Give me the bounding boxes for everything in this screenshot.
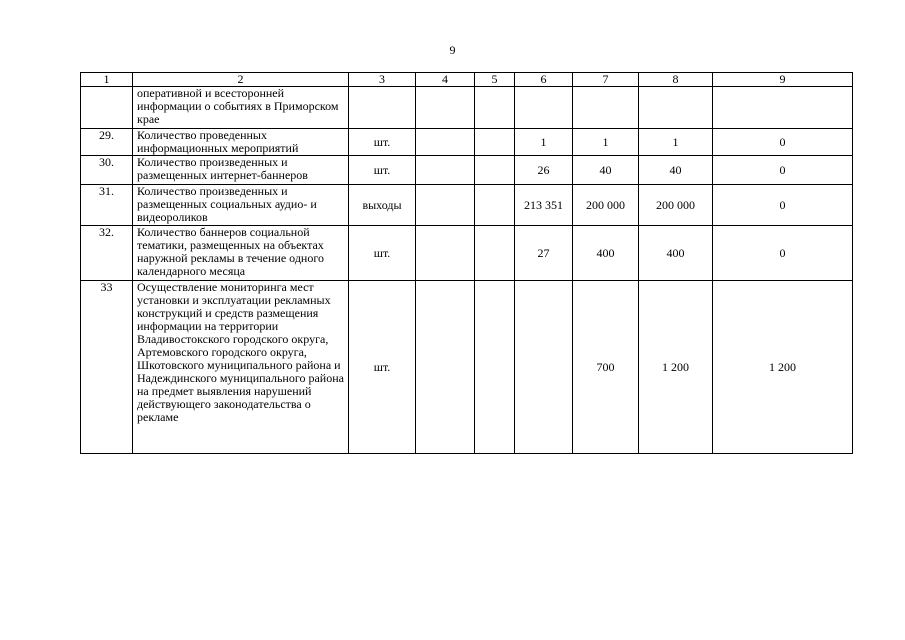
row-col4 [416,87,475,129]
table-row [81,185,853,226]
row-col6 [515,281,573,454]
table-row [81,156,853,185]
row-col8: 1 [639,129,713,156]
row-col9: 0 [713,156,853,185]
table-row [81,226,853,281]
row-number: 30. [81,156,133,185]
row-description: Количество проведенных информационных мероприятий [133,129,349,156]
row-unit [349,87,416,129]
page-number: 9 [449,43,456,57]
row-col4 [416,185,475,226]
row-col7: 400 [573,226,639,281]
row-col5 [475,281,515,454]
row-col4 [416,129,475,156]
row-col7: 1 [573,129,639,156]
row-col4 [416,226,475,281]
header-cell: 8 [639,73,713,87]
row-number [81,87,133,129]
row-unit: шт. [349,129,416,156]
row-col8 [639,87,713,129]
row-col4 [416,156,475,185]
row-description: Осуществление мониторинга мест установки и эксплуатации рекламных конструкций и средств размещения информации на территории Владивостокского городского округа, Артемовского городского округа, Шкотовского муниципального района и Надеждинского муниципального района на предмет выявления нарушений действующего законодательства о рекламе [133,281,349,454]
row-unit: шт. [349,281,416,454]
row-col6 [515,87,573,129]
row-number: 32. [81,226,133,281]
row-col7: 40 [573,156,639,185]
row-col5 [475,156,515,185]
row-col5 [475,129,515,156]
row-number: 33 [81,281,133,454]
row-col9 [713,87,853,129]
row-description: Количество баннеров социальной тематики, размещенных на объектах наружной рекламы в течение одного календарного месяца [133,226,349,281]
row-unit: шт. [349,156,416,185]
row-col8: 200 000 [639,185,713,226]
row-col6: 213 351 [515,185,573,226]
row-number: 31. [81,185,133,226]
table-row [81,87,853,129]
header-cell: 6 [515,73,573,87]
row-unit: выходы [349,185,416,226]
header-cell: 4 [416,73,475,87]
row-col5 [475,226,515,281]
row-col7: 200 000 [573,185,639,226]
row-col4 [416,281,475,454]
row-col7 [573,87,639,129]
table-row [81,129,853,156]
table-row [81,281,853,454]
row-col7: 700 [573,281,639,454]
row-col9: 0 [713,129,853,156]
row-col9: 0 [713,185,853,226]
row-col8: 1 200 [639,281,713,454]
row-description: Количество произведенных и размещенных интернет-баннеров [133,156,349,185]
row-unit: шт. [349,226,416,281]
header-cell: 9 [713,73,853,87]
header-cell: 3 [349,73,416,87]
row-col5 [475,185,515,226]
row-description: оперативной и всесторонней информации о событиях в Приморском крае [133,87,349,129]
row-col6: 26 [515,156,573,185]
header-cell: 1 [81,73,133,87]
header-cell: 2 [133,73,349,87]
table-header-row [81,73,853,87]
row-col6: 27 [515,226,573,281]
row-col9: 1 200 [713,281,853,454]
row-description: Количество произведенных и размещенных социальных аудио- и видеороликов [133,185,349,226]
row-col8: 40 [639,156,713,185]
row-col8: 400 [639,226,713,281]
row-col5 [475,87,515,129]
row-col6: 1 [515,129,573,156]
indicators-table [80,72,853,454]
row-number: 29. [81,129,133,156]
row-col9: 0 [713,226,853,281]
header-cell: 7 [573,73,639,87]
header-cell: 5 [475,73,515,87]
